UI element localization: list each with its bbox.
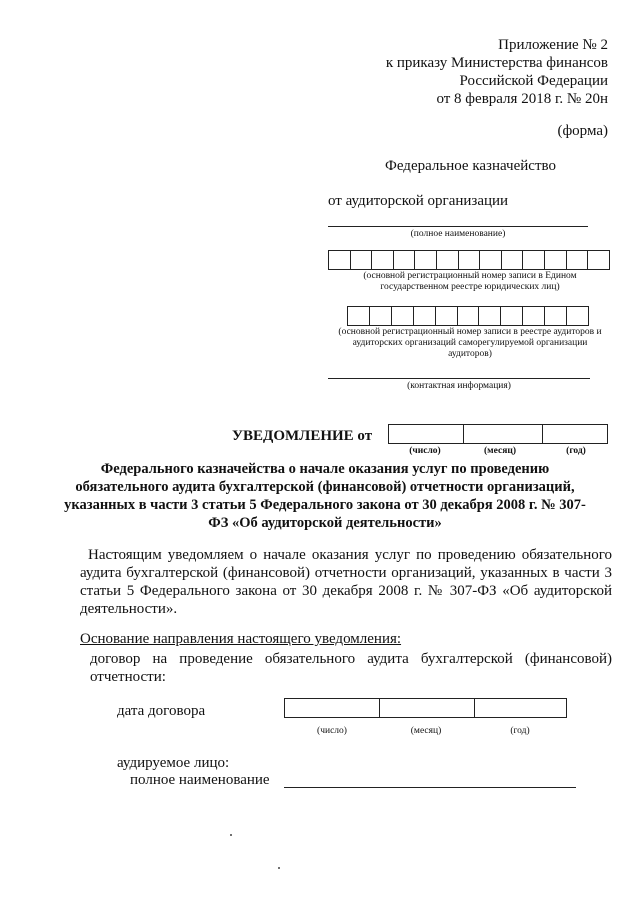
appendix-header (386, 36, 608, 108)
contract-date-day: (число) (317, 726, 347, 736)
notice-title: УВЕДОМЛЕНИЕ от (232, 428, 373, 444)
country-line: Российской Федерации (459, 73, 608, 89)
order-line: к приказу Министерства финансов (385, 55, 608, 71)
audited-entity-label: аудируемое лицо: (117, 755, 230, 771)
notice-date-year: (год) (566, 446, 586, 456)
contract-date-cells[interactable] (284, 698, 567, 718)
basis-heading: Основание направления настоящего уведомления: (80, 631, 402, 647)
scan-speck (230, 834, 232, 836)
notice-date-month: (месяц) (484, 446, 516, 456)
notice-date-day: (число) (409, 446, 441, 456)
recipient: Федеральное казначейство (385, 158, 556, 174)
full-name-label: полное наименование (130, 772, 270, 788)
ogrn-caption: (основной регистрационный номер записи в Едином государственном реестре юридических лиц) (363, 271, 577, 292)
scan-speck (278, 867, 280, 869)
order-date: от 8 февраля 2018 г. № 20н (436, 91, 608, 107)
entity-name-line[interactable] (284, 787, 576, 788)
contract-date-label: дата договора (117, 703, 206, 719)
ogrn-cells[interactable] (328, 250, 610, 270)
notice-date-cells[interactable] (388, 424, 608, 444)
notice-subtitle: Федерального казначейства о начале оказания услуг по проведению обязательного аудита бухгалтерской (финансовой) отчетности организаций, указанных в части 3 статьи 5 Федерального закона от 30 декабря 2008 г. № 307-ФЗ «Об аудиторской деятельности» (64, 461, 586, 531)
form-label: (форма) (557, 123, 608, 139)
contract-date-month: (месяц) (410, 726, 442, 736)
contact-line[interactable] (328, 378, 590, 379)
ornz-cells[interactable] (347, 306, 589, 326)
contact-caption: (контактная информация) (407, 381, 511, 391)
org-name-line[interactable] (328, 226, 588, 227)
basis-text: договор на проведение обязательного аудита бухгалтерской (финансовой) отчетности: (90, 651, 612, 685)
body-paragraph: Настоящим уведомляем о начале оказания услуг по проведению обязательного аудита бухгалтерской (финансовой) отчетности организаций, указанных в части 3 статьи 5 Федерального закона от 30 декабря 2008 г. № 307-ФЗ «Об аудиторской деятельности». (80, 547, 612, 617)
contract-date-year: (год) (510, 726, 530, 736)
ornz-caption: (основной регистрационный номер записи в реестре аудиторов и аудиторских организаций саморегулируемой организации аудиторов) (338, 327, 602, 359)
from-label: от аудиторской организации (328, 193, 509, 209)
org-name-caption: (полное наименование) (410, 229, 506, 239)
appendix-number: Приложение № 2 (498, 37, 608, 53)
